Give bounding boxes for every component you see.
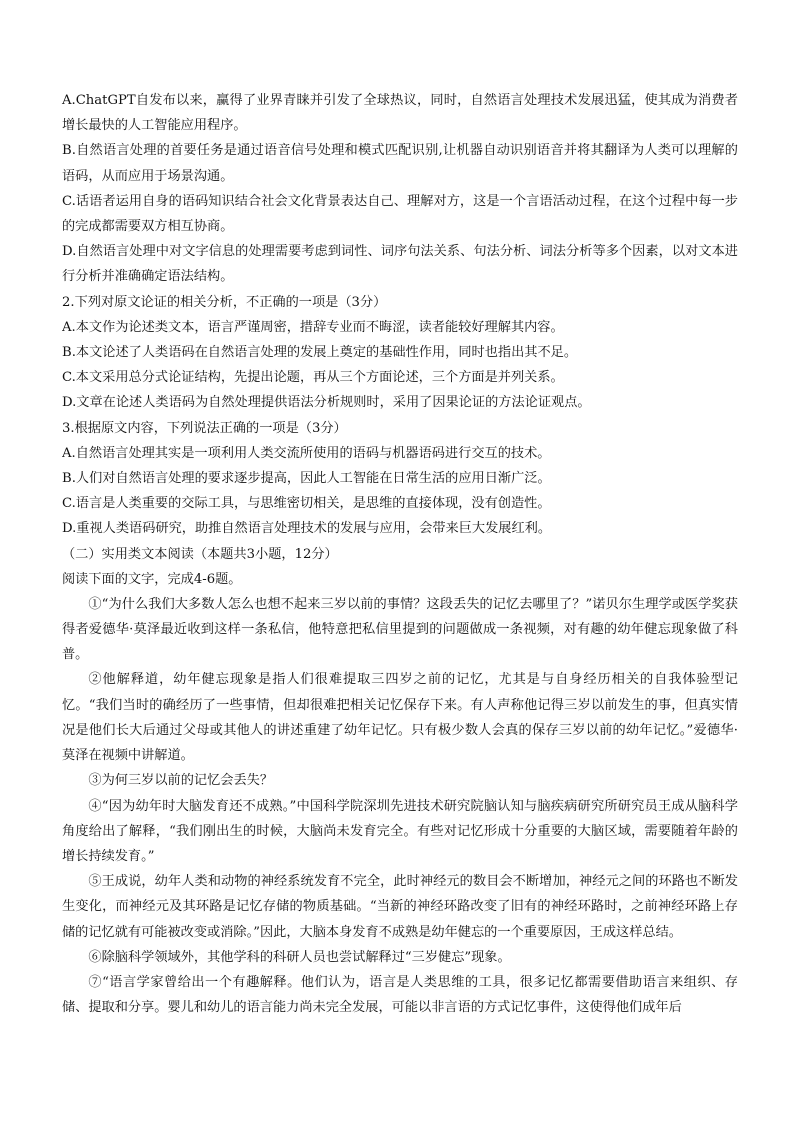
option-a: A.本文作为论述类文本，语言严谨周密，措辞专业而不晦涩，读者能较好理解其内容。	[62, 319, 564, 335]
section-header	[62, 542, 738, 592]
option-d: D.重视人类语码研究，助推自然语言处理技术的发展与应用，会带来巨大发展红利。	[62, 521, 552, 537]
passage-paragraph-4: ④“因为幼年时大脑发育还不成熟。”中国科学院深圳先进技术研究院脑认知与脑疾病研究所研究员王成从脑科学角度给出了解释，“我们刚出生的时候，大脑尚未发育完全。有些对记忆形成十分重要的大脑区域，需要随着年龄的增长持续发育。”	[62, 798, 738, 864]
question-stem: 3.根据原文内容，下列说法正确的一项是（3分）	[62, 420, 347, 436]
option-a: A.ChatGPT自发布以来，赢得了业界青睐并引发了全球热议，同时，自然语言处理技术发展迅猛，使其成为消费者增长最快的人工智能应用程序。	[62, 93, 738, 134]
passage-paragraph-2: ②他解释道，幼年健忘现象是指人们很难提取三四岁之前的记忆，尤其是与自身经历相关的自我体验型记忆。“我们当时的确经历了一些事情，但却很难把相关记忆保存下来。有人声称他记得三岁以前发生的事，但真实情况是他们长大后通过父母或其他人的讲述重建了幼年记忆。只有极少数人会真的保存三岁以前的幼年记忆。”爱德华·莫泽在视频中讲解道。	[62, 672, 738, 764]
question2	[62, 290, 738, 416]
passage-paragraph-5: ⑤王成说，幼年人类和动物的神经系统发育不完全，此时神经元的数目会不断增加，神经元之间的环路也不断发生变化，而神经元及其环路是记忆存储的物质基础。“当新的神经环路改变了旧有的神经环路时，之前神经环路上存储的记忆就有可能被改变或消除。”因此，大脑本身发育不成熟是幼年健忘的一个重要原因，王成这样总结。	[62, 874, 738, 940]
option-b: B.本文论述了人类语码在自然语言处理的发展上奠定的基础性作用，同时也指出其不足。	[62, 345, 578, 360]
option-d: D.文章在论述人类语码为自然处理提供语法分析规则时，采用了因果论证的方法论证观点。	[62, 395, 591, 411]
option-d: D.自然语言处理中对文字信息的处理需要考虑到词性、词序句法关系、句法分析、词法分析等多个因素，以对文本进行分析并准确确定语法结构。	[62, 244, 738, 285]
section-heading: （二）实用类文本阅读（本题共3小题，12分）	[62, 546, 338, 562]
exam-page	[62, 88, 738, 1020]
passage-paragraph-1: ①“为什么我们大多数人怎么也想不起来三岁以前的事情？这段丢失的记忆去哪里了？”诺贝尔生理学或医学奖获得者爱德华·莫泽最近收到这样一条私信，他特意把私信里提到的问题做成一条视频，对有趣的幼年健忘现象做了科普。	[62, 596, 738, 663]
option-b: B.自然语言处理的首要任务是通过语音信号处理和模式匹配识别,让机器自动识别语音并将其翻译为人类可以理解的语码，从而应用于场景沟通。	[62, 143, 738, 184]
reading-passage	[62, 592, 738, 1020]
question-stem: 2.下列对原文论证的相关分析，不正确的一项是（3分）	[62, 294, 387, 310]
question3	[62, 416, 738, 542]
passage-paragraph-6: ⑥除脑科学领域外，其他学科的科研人员也尝试解释过“三岁健忘”现象。	[88, 949, 511, 965]
option-c: C.本文采用总分式论证结构，先提出论题，再从三个方面论述，三个方面是并列关系。	[62, 370, 564, 386]
option-a: A.自然语言处理其实是一项利用人类交流所使用的语码与机器语码进行交互的技术。	[62, 445, 551, 461]
section-instruction: 阅读下面的文字，完成4-6题。	[62, 571, 242, 587]
question1-options	[62, 88, 738, 290]
passage-paragraph-3: ③为何三岁以前的记忆会丢失？	[88, 773, 274, 789]
option-b: B.人们对自然语言处理的要求逐步提高，因此人工智能在日常生活的应用日渐广泛。	[62, 470, 551, 486]
passage-paragraph-7: ⑦“语言学家曾给出一个有趣解释。他们认为，语言是人类思维的工具，很多记忆都需要借助语言来组织、存储、提取和分享。婴儿和幼儿的语言能力尚未完全发展，可能以非言语的方式记忆事件，这使得他们成年后	[62, 974, 738, 1016]
option-c: C.话语者运用自身的语码知识结合社会文化背景表达自己、理解对方，这是一个言语活动过程，在这个过程中每一步的完成都需要双方相互协商。	[62, 193, 738, 235]
option-c: C.语言是人类重要的交际工具，与思维密切相关，是思维的直接体现，没有创造性。	[62, 496, 551, 512]
